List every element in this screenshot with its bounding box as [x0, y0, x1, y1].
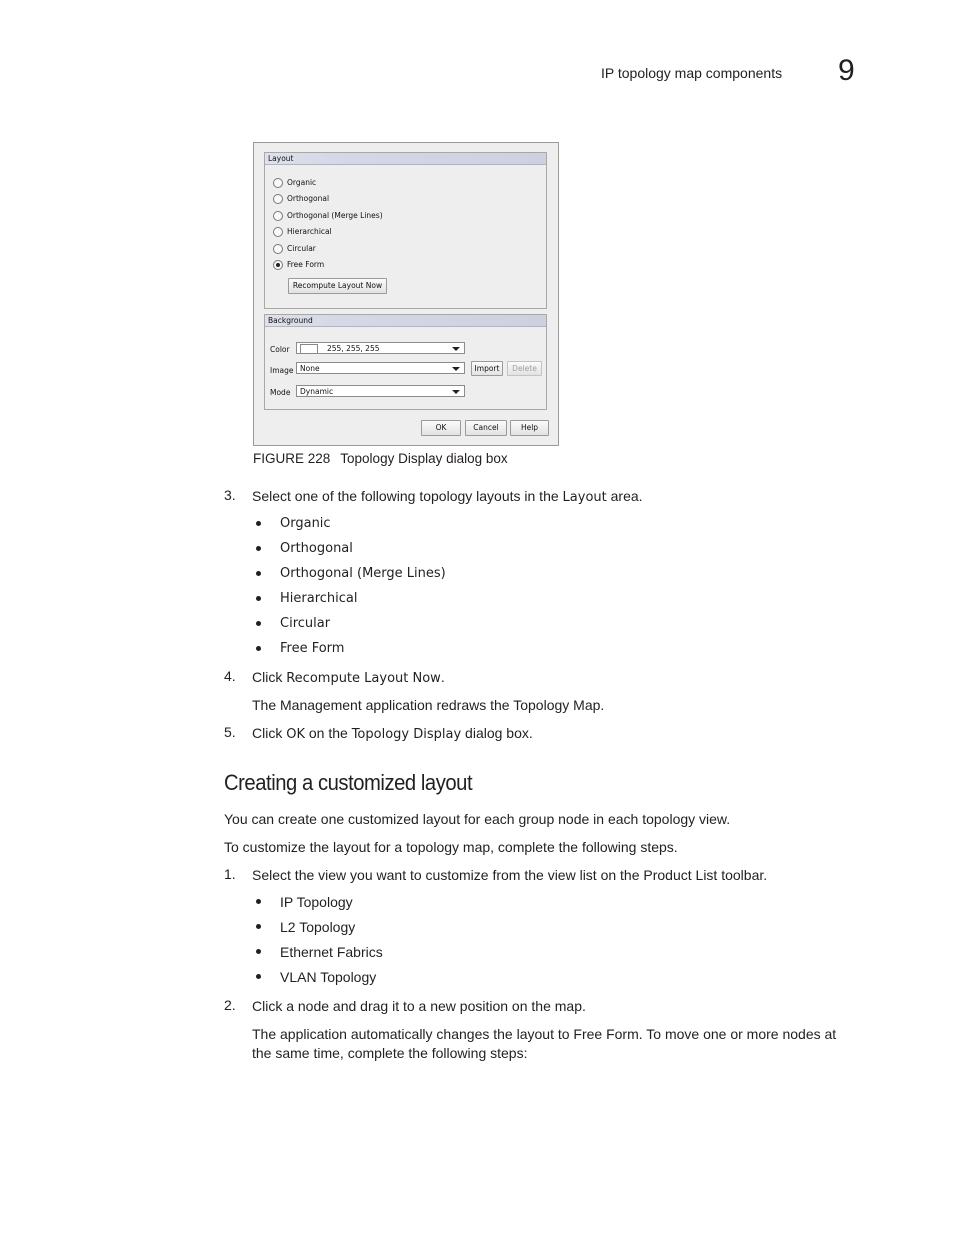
ok-button[interactable]: OK [421, 420, 461, 436]
step-note: The Management application redraws the Topology Map. [252, 697, 605, 713]
bullet-icon [256, 899, 261, 904]
color-select[interactable]: 255, 255, 255 [296, 342, 465, 354]
ui-term: Topology Display [351, 727, 462, 742]
list-item: Orthogonal [280, 541, 353, 556]
bullet-icon [256, 974, 261, 979]
radio-button-selected-icon [273, 260, 283, 270]
bullet-icon [256, 621, 261, 626]
layout-panel-title: Layout [265, 153, 546, 165]
step-note: the same time, complete the following steps: [252, 1045, 528, 1061]
color-swatch [300, 344, 318, 354]
bullet-icon [256, 924, 261, 929]
step-text: Click OK on the Topology Display dialog box. [252, 725, 533, 742]
background-panel-title: Background [265, 315, 546, 327]
image-select[interactable]: None [296, 362, 465, 374]
section-heading: Creating a customized layout [224, 770, 473, 795]
chevron-down-icon [452, 390, 460, 394]
import-button[interactable]: Import [471, 361, 503, 376]
radio-button-icon [273, 244, 283, 254]
radio-hierarchical[interactable]: Hierarchical [273, 226, 332, 238]
list-item: Ethernet Fabrics [280, 944, 383, 960]
radio-orthogonal-merge-lines[interactable]: Orthogonal (Merge Lines) [273, 210, 383, 222]
ui-term: Recompute Layout Now [286, 671, 441, 686]
figure-caption-text: Topology Display dialog box [340, 451, 508, 466]
radio-button-icon [273, 194, 283, 204]
step-text: Select the view you want to customize from the view list on the Product List toolbar. [252, 867, 768, 883]
radio-free-form[interactable]: Free Form [273, 259, 324, 271]
list-item: Circular [280, 616, 331, 631]
step-note: The application automatically changes the layout to Free Form. To move one or more nodes at [252, 1026, 837, 1042]
layout-panel [264, 152, 547, 309]
figure-caption [253, 451, 508, 466]
cancel-button[interactable]: Cancel [465, 420, 507, 436]
background-panel [264, 314, 547, 410]
step-number: 4. [224, 668, 236, 684]
bullet-icon [256, 546, 261, 551]
step-text: Click a node and drag it to a new position on the map. [252, 998, 586, 1014]
chapter-number: 9 [838, 54, 855, 87]
running-header-title: IP topology map components [601, 65, 783, 81]
ui-term: Layout [562, 490, 607, 505]
radio-organic[interactable]: Organic [273, 177, 316, 189]
mode-label: Mode [270, 388, 291, 397]
list-item: Hierarchical [280, 591, 358, 606]
radio-button-icon [273, 211, 283, 221]
figure-label: FIGURE 228 [253, 451, 331, 466]
list-item: Organic [280, 516, 331, 531]
color-label: Color [270, 345, 290, 354]
paragraph: To customize the layout for a topology map, complete the following steps. [224, 839, 678, 855]
recompute-layout-now-button[interactable]: Recompute Layout Now [288, 278, 387, 294]
bullet-icon [256, 521, 261, 526]
step-number: 1. [224, 866, 236, 882]
list-item: IP Topology [280, 894, 353, 910]
chevron-down-icon [452, 367, 460, 371]
bullet-icon [256, 571, 261, 576]
step-number: 5. [224, 724, 236, 740]
step-number: 2. [224, 997, 236, 1013]
list-item: Orthogonal (Merge Lines) [280, 566, 446, 581]
delete-button[interactable]: Delete [507, 361, 542, 376]
list-item: VLAN Topology [280, 969, 377, 985]
bullet-icon [256, 596, 261, 601]
radio-button-icon [273, 178, 283, 188]
list-item: L2 Topology [280, 919, 356, 935]
step-number: 3. [224, 487, 236, 503]
bullet-icon [256, 646, 261, 651]
paragraph: You can create one customized layout for each group node in each topology view. [224, 811, 731, 827]
topology-display-dialog [253, 142, 559, 446]
radio-circular[interactable]: Circular [273, 243, 316, 255]
chevron-down-icon [452, 347, 460, 351]
radio-button-icon [273, 227, 283, 237]
bullet-icon [256, 949, 261, 954]
mode-select[interactable]: Dynamic [296, 385, 465, 397]
radio-orthogonal[interactable]: Orthogonal [273, 193, 329, 205]
image-label: Image [270, 366, 294, 375]
ui-term: OK [286, 727, 305, 742]
step-text: Click Recompute Layout Now. [252, 669, 445, 686]
step-text: Select one of the following topology layouts in the Layout area. [252, 488, 643, 505]
list-item: Free Form [280, 641, 345, 656]
help-button[interactable]: Help [510, 420, 549, 436]
